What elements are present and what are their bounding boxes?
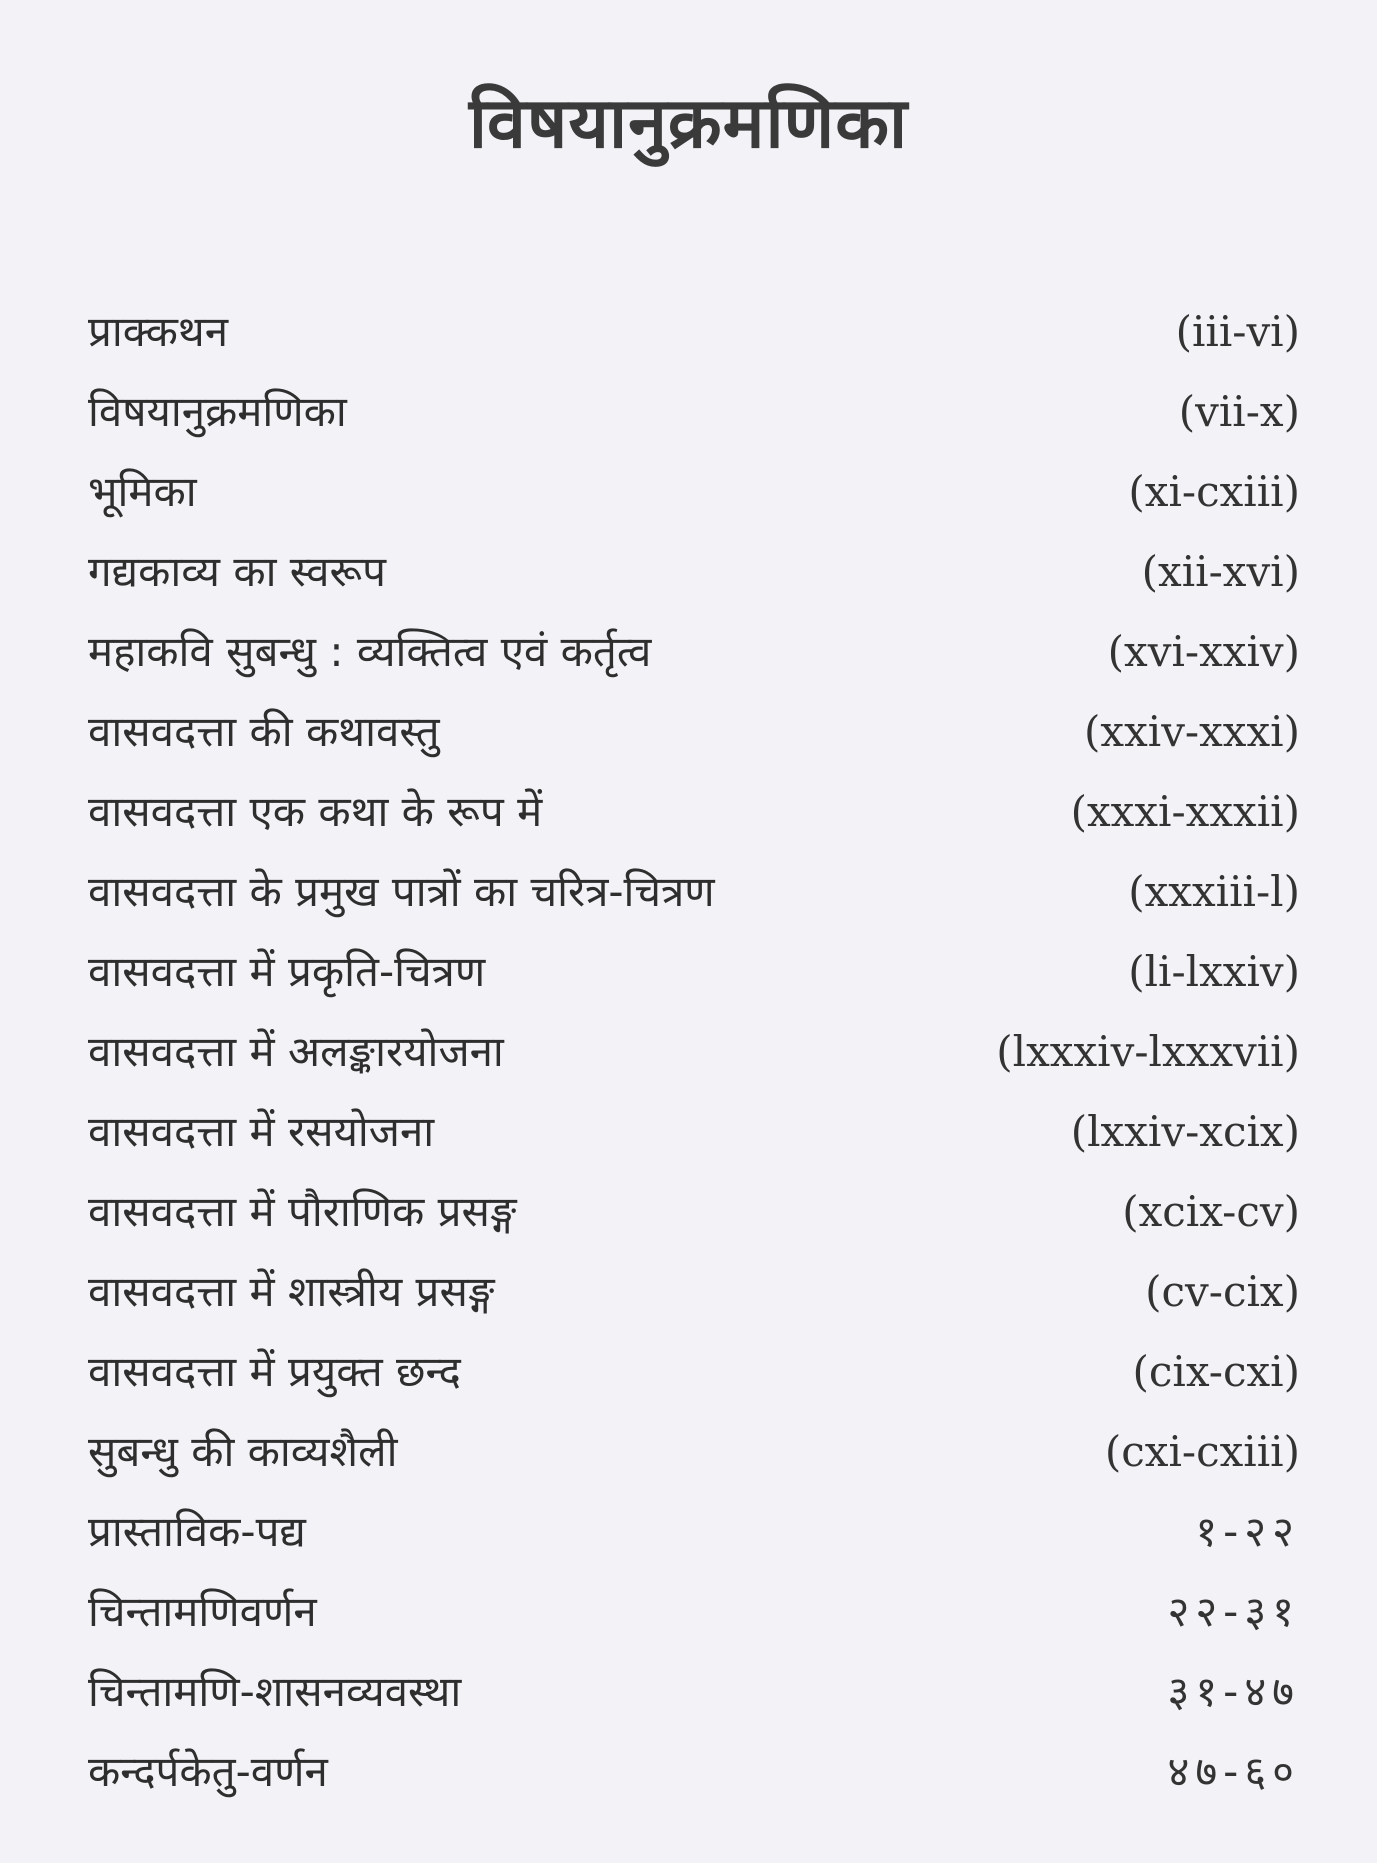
toc-entry-pages: (xcix-cv) bbox=[1122, 1187, 1300, 1236]
toc-row bbox=[88, 1732, 1300, 1812]
toc-entry-pages: २२-३१ bbox=[1167, 1587, 1300, 1636]
toc-entry-label: प्रास्ताविक-पद्य bbox=[88, 1507, 306, 1556]
toc-row bbox=[88, 452, 1300, 532]
toc-row bbox=[88, 1412, 1300, 1492]
toc-entry-label: सुबन्धु की काव्यशैली bbox=[88, 1427, 398, 1476]
toc-row bbox=[88, 772, 1300, 852]
toc-entry-label: चिन्तामणि-शासनव्यवस्था bbox=[88, 1667, 462, 1716]
toc-row bbox=[88, 692, 1300, 772]
toc-row bbox=[88, 1652, 1300, 1732]
table-of-contents bbox=[88, 292, 1300, 1812]
toc-entry-pages: (lxxiv-xcix) bbox=[1070, 1107, 1300, 1156]
toc-entry-label: वासवदत्ता में रसयोजना bbox=[88, 1107, 435, 1156]
toc-entry-label: कन्दर्पकेतु-वर्णन bbox=[88, 1747, 328, 1796]
toc-entry-label: वासवदत्ता की कथावस्तु bbox=[88, 707, 440, 756]
toc-row bbox=[88, 1252, 1300, 1332]
toc-entry-label: वासवदत्ता में पौराणिक प्रसङ्ग bbox=[88, 1187, 517, 1236]
toc-entry-label: गद्यकाव्य का स्वरूप bbox=[88, 547, 386, 596]
toc-entry-pages: (cix-cxi) bbox=[1132, 1347, 1300, 1396]
toc-entry-pages: (xii-xvi) bbox=[1141, 547, 1300, 596]
toc-entry-pages: (xvi-xxiv) bbox=[1107, 627, 1300, 676]
toc-row bbox=[88, 932, 1300, 1012]
toc-entry-pages: (xxxiii-l) bbox=[1128, 867, 1300, 916]
toc-entry-label: विषयानुक्रमणिका bbox=[88, 387, 347, 436]
toc-entry-pages: ३१-४७ bbox=[1167, 1667, 1300, 1716]
toc-entry-label: प्राक्कथन bbox=[88, 307, 229, 356]
toc-entry-pages: (xxxi-xxxii) bbox=[1070, 787, 1300, 836]
toc-row bbox=[88, 1492, 1300, 1572]
toc-entry-pages: १-२२ bbox=[1195, 1507, 1300, 1556]
toc-entry-label: भूमिका bbox=[88, 467, 197, 516]
toc-entry-pages: (li-lxxiv) bbox=[1128, 947, 1300, 996]
toc-row bbox=[88, 1572, 1300, 1652]
toc-entry-pages: (cv-cix) bbox=[1145, 1267, 1300, 1316]
toc-row bbox=[88, 532, 1300, 612]
toc-row bbox=[88, 1092, 1300, 1172]
toc-entry-label: वासवदत्ता में शास्त्रीय प्रसङ्ग bbox=[88, 1267, 495, 1316]
toc-entry-label: वासवदत्ता में अलङ्कारयोजना bbox=[88, 1027, 504, 1076]
toc-entry-pages: (cxi-cxiii) bbox=[1104, 1427, 1300, 1476]
toc-entry-pages: (iii-vi) bbox=[1175, 307, 1300, 356]
toc-entry-label: चिन्तामणिवर्णन bbox=[88, 1587, 317, 1636]
toc-row bbox=[88, 852, 1300, 932]
toc-entry-pages: ४७-६० bbox=[1167, 1747, 1300, 1796]
toc-row bbox=[88, 1012, 1300, 1092]
toc-entry-label: वासवदत्ता एक कथा के रूप में bbox=[88, 787, 543, 836]
toc-row bbox=[88, 292, 1300, 372]
toc-row bbox=[88, 1332, 1300, 1412]
toc-entry-pages: (vii-x) bbox=[1178, 387, 1300, 436]
toc-entry-label: वासवदत्ता में प्रयुक्त छन्द bbox=[88, 1347, 461, 1396]
toc-entry-pages: (xxiv-xxxi) bbox=[1084, 707, 1300, 756]
toc-entry-label: वासवदत्ता में प्रकृति-चित्रण bbox=[88, 947, 486, 996]
toc-row bbox=[88, 372, 1300, 452]
toc-row bbox=[88, 1172, 1300, 1252]
toc-entry-label: वासवदत्ता के प्रमुख पात्रों का चरित्र-चित्रण bbox=[88, 867, 715, 916]
toc-row bbox=[88, 612, 1300, 692]
toc-entry-pages: (xi-cxiii) bbox=[1128, 467, 1300, 516]
page-title: विषयानुक्रमणिका bbox=[468, 82, 909, 164]
toc-entry-pages: (lxxxiv-lxxxvii) bbox=[996, 1027, 1300, 1076]
toc-entry-label: महाकवि सुबन्धु : व्यक्तित्व एवं कर्तृत्व bbox=[88, 627, 652, 676]
